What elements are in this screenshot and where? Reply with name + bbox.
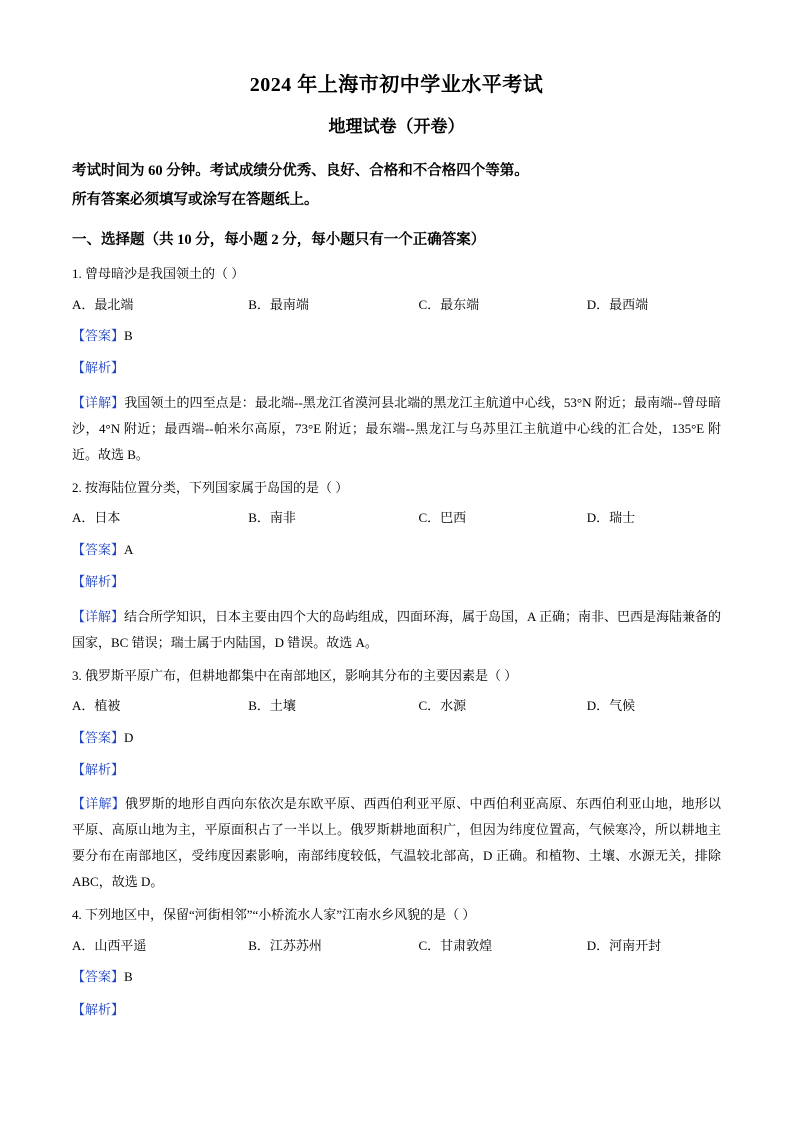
answer-line bbox=[72, 325, 721, 346]
analysis-label: 【解析】 bbox=[72, 761, 125, 777]
option-c[interactable]: C．甘肃敦煌 bbox=[418, 937, 493, 953]
option-a[interactable]: A．山西平遥 bbox=[72, 937, 147, 953]
question-block bbox=[72, 263, 721, 468]
option-row bbox=[72, 294, 721, 315]
question-stem: 1. 曾母暗沙是我国领土的（ ） bbox=[72, 266, 245, 282]
option-a[interactable]: A．植被 bbox=[72, 698, 121, 714]
question-stem: 4. 下列地区中，保留“河街相邻”“小桥流水人家”江南水乡风貌的是（ ） bbox=[72, 907, 476, 923]
option-row bbox=[72, 935, 721, 956]
detail-text bbox=[72, 791, 721, 895]
notice-line-1: 考试时间为 60 分钟。考试成绩分优秀、良好、合格和不合格四个等第。 bbox=[72, 162, 529, 179]
option-row bbox=[72, 695, 721, 716]
option-row bbox=[72, 507, 721, 528]
option-c[interactable]: C．最东端 bbox=[418, 296, 480, 312]
detail-label: 【详解】 bbox=[72, 608, 125, 624]
answer-value: B bbox=[124, 328, 133, 344]
question-stem: 3. 俄罗斯平原广布，但耕地都集中在南部地区，影响其分布的主要因素是（ ） bbox=[72, 667, 518, 683]
option-d[interactable]: D．最西端 bbox=[586, 296, 649, 312]
answer-value: A bbox=[124, 541, 134, 557]
analysis-label: 【解析】 bbox=[72, 360, 125, 376]
answer-line bbox=[72, 539, 721, 560]
analysis-label: 【解析】 bbox=[72, 1001, 125, 1017]
option-b[interactable]: B．最南端 bbox=[248, 296, 309, 312]
question-stem: 2. 按海陆位置分类，下列国家属于岛国的是（ ） bbox=[72, 479, 349, 495]
answer-value: D bbox=[124, 729, 134, 745]
detail-text bbox=[72, 390, 721, 468]
section-heading: 一、选择题（共 10 分，每小题 2 分，每小题只有一个正确答案） bbox=[72, 231, 486, 248]
option-d[interactable]: D．河南开封 bbox=[586, 937, 662, 953]
analysis-label: 【解析】 bbox=[72, 574, 125, 590]
option-d[interactable]: D．气候 bbox=[586, 698, 636, 714]
option-a[interactable]: A．最北端 bbox=[72, 296, 134, 312]
option-c[interactable]: C．水源 bbox=[418, 698, 467, 714]
option-b[interactable]: B．土壤 bbox=[248, 698, 296, 714]
question-block bbox=[72, 904, 721, 1020]
answer-value: B bbox=[124, 969, 133, 985]
answer-label: 【答案】 bbox=[72, 969, 125, 985]
page-subtitle: 地理试卷（开卷） bbox=[328, 117, 465, 136]
answer-label: 【答案】 bbox=[72, 541, 125, 557]
question-block bbox=[72, 665, 721, 896]
option-c[interactable]: C．巴西 bbox=[418, 510, 467, 526]
detail-label: 【详解】 bbox=[72, 796, 125, 812]
question-block bbox=[72, 477, 721, 656]
answer-label: 【答案】 bbox=[72, 328, 125, 344]
answer-line bbox=[72, 966, 721, 987]
answer-line bbox=[72, 727, 721, 748]
detail-body: 结合所学知识，日本主要由四个大的岛屿组成，四面环海，属于岛国，A 正确；南非、巴西是海陆兼备的国家，BC 错误；瑞士属于内陆国，D 错误。故选 A。 bbox=[72, 608, 721, 650]
page-title: 2024 年上海市初中学业水平考试 bbox=[249, 74, 544, 96]
option-d[interactable]: D．瑞士 bbox=[586, 510, 636, 526]
detail-text bbox=[72, 604, 721, 656]
detail-label: 【详解】 bbox=[72, 394, 125, 410]
notice-line-2: 所有答案必须填写或涂写在答题纸上。 bbox=[72, 192, 319, 209]
detail-body: 俄罗斯的地形自西向东依次是东欧平原、西西伯利亚平原、中西伯利亚高原、东西伯利亚山地，地形以平原、高原山地为主，平原面积占了一半以上。俄罗斯耕地面积广，但因为纬度位置高，气候寒冷，所以耕地主要分布在南部地区，受纬度因素影响，南部纬度较低，气温较北部高，D 正确。和植物、土壤、水源无关，排除 ABC，故选 D。 bbox=[72, 796, 721, 890]
answer-label: 【答案】 bbox=[72, 729, 125, 745]
option-b[interactable]: B．南非 bbox=[248, 510, 296, 526]
option-b[interactable]: B．江苏苏州 bbox=[248, 937, 322, 953]
detail-body: 我国领土的四至点是：最北端--黑龙江省漠河县北端的黑龙江主航道中心线，53°N 附近；最南端--曾母暗沙，4°N 附近；最西端--帕米尔高原，73°E 附近；最东端--黑龙江与乌苏里江主航道中心线的汇合处，135°E 附近。故选 B。 bbox=[72, 394, 721, 462]
option-a[interactable]: A．日本 bbox=[72, 510, 121, 526]
